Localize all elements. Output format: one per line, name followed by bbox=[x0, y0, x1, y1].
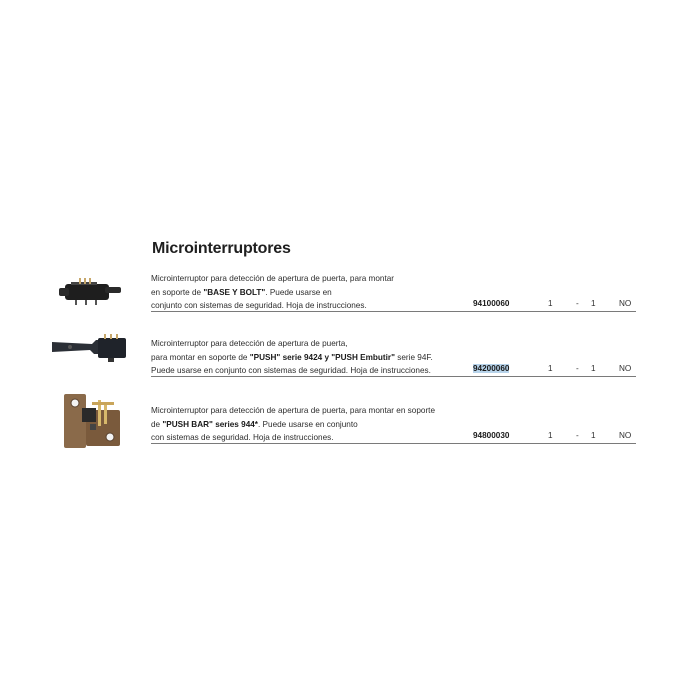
product-description bbox=[151, 272, 394, 313]
emphasized-text: "BASE Y BOLT" bbox=[203, 287, 266, 297]
description-line: conjunto con sistemas de seguridad. Hoja de instrucciones. bbox=[151, 301, 367, 310]
product-code: 94100060 bbox=[473, 299, 510, 308]
description-line: de "PUSH BAR" series 944*. Puede usarse en conjunto bbox=[151, 419, 358, 429]
separator-dash: - bbox=[576, 431, 579, 440]
unit: 1 bbox=[591, 364, 596, 373]
row-divider bbox=[151, 311, 636, 312]
quantity: 1 bbox=[548, 299, 553, 308]
description-line: con sistemas de seguridad. Hoja de instrucciones. bbox=[151, 433, 334, 442]
flag-value: NO bbox=[619, 431, 632, 440]
description-line: Microinterruptor para detección de apertura de puerta, para montar en soporte bbox=[151, 406, 435, 415]
product-description bbox=[151, 404, 435, 445]
flag-value: NO bbox=[619, 299, 632, 308]
emphasized-text: "PUSH" serie 9424 y "PUSH Embutir" bbox=[249, 352, 395, 362]
microswitch-base-bolt-image bbox=[57, 274, 123, 308]
description-line: Puede usarse en conjunto con sistemas de seguridad. Hoja de instrucciones. bbox=[151, 366, 431, 375]
row-divider bbox=[151, 443, 636, 444]
description-line: Microinterruptor para detección de apertura de puerta, bbox=[151, 339, 348, 348]
flag-value: NO bbox=[619, 364, 632, 373]
quantity: 1 bbox=[548, 431, 553, 440]
product-description bbox=[151, 337, 433, 378]
microswitch-push-image bbox=[48, 332, 132, 364]
unit: 1 bbox=[591, 299, 596, 308]
product-code: 94800030 bbox=[473, 431, 510, 440]
quantity: 1 bbox=[548, 364, 553, 373]
description-line: Microinterruptor para detección de apertura de puerta, para montar bbox=[151, 274, 395, 283]
description-line: en soporte de "BASE Y BOLT". Puede usarse en bbox=[151, 287, 332, 297]
separator-dash: - bbox=[576, 299, 579, 308]
section-title: Microinterruptores bbox=[152, 240, 291, 257]
emphasized-text: "PUSH BAR" series 944* bbox=[162, 419, 258, 429]
description-line: para montar en soporte de "PUSH" serie 9424 y "PUSH Embutir" serie 94F. bbox=[151, 352, 433, 362]
microswitch-push-bar-image bbox=[60, 390, 126, 452]
product-code: 94200060 bbox=[473, 364, 510, 373]
unit: 1 bbox=[591, 431, 596, 440]
separator-dash: - bbox=[576, 364, 579, 373]
row-divider bbox=[151, 376, 636, 377]
